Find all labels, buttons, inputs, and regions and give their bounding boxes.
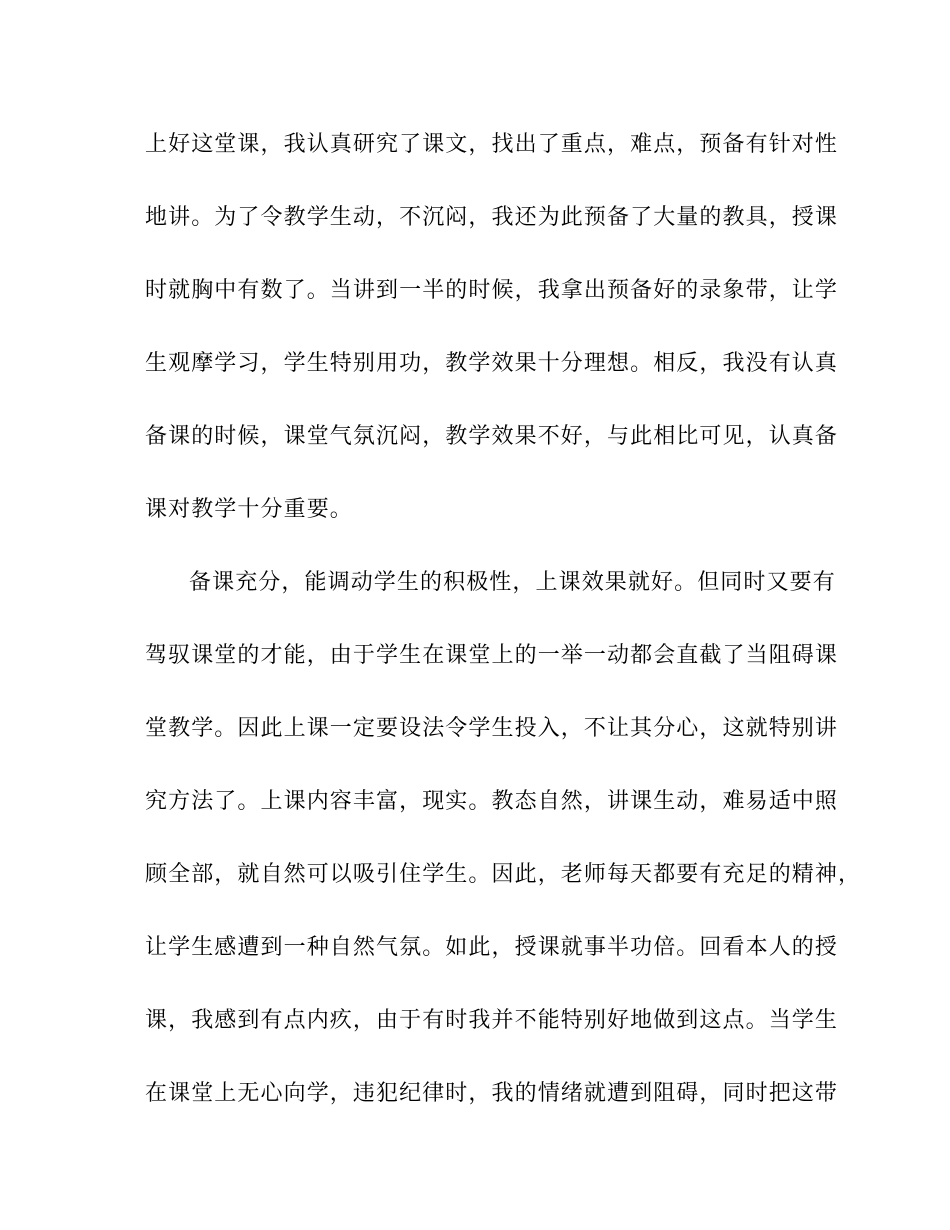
- text-line: 让学生感遭到一种自然气氛。如此，授课就事半功倍。回看本人的授: [145, 935, 839, 960]
- text-line: 地讲。为了令教学生动，不沉闷，我还为此预备了大量的教具，授课: [145, 205, 839, 230]
- text-line: 驾驭课堂的才能，由于学生在课堂上的一举一动都会直截了当阻碍课: [145, 643, 839, 668]
- text-line: 在课堂上无心向学，违犯纪律时，我的情绪就遭到阻碍，同时把这带: [145, 1081, 839, 1106]
- text-line: 备课充分，能调动学生的积极性，上课效果就好。但同时又要有: [189, 570, 836, 595]
- text-line: 课对教学十分重要。: [145, 497, 353, 522]
- text-line: 生观摩学习，学生特别用功，教学效果十分理想。相反，我没有认真: [145, 351, 839, 376]
- text-line: 课，我感到有点内疚，由于有时我并不能特别好地做到这点。当学生: [145, 1008, 839, 1033]
- text-line: 究方法了。上课内容丰富，现实。教态自然，讲课生动，难易适中照: [145, 789, 839, 814]
- text-line: 时就胸中有数了。当讲到一半的时候，我拿出预备好的录象带，让学: [145, 278, 839, 303]
- text-line: 备课的时候，课堂气氛沉闷，教学效果不好，与此相比可见，认真备: [145, 424, 839, 449]
- text-line: 顾全部，就自然可以吸引住学生。因此，老师每天都要有充足的精神，: [145, 862, 862, 887]
- text-line: 上好这堂课，我认真研究了课文，找出了重点，难点，预备有针对性: [145, 132, 839, 157]
- text-line: 堂教学。因此上课一定要设法令学生投入，不让其分心，这就特别讲: [145, 716, 839, 741]
